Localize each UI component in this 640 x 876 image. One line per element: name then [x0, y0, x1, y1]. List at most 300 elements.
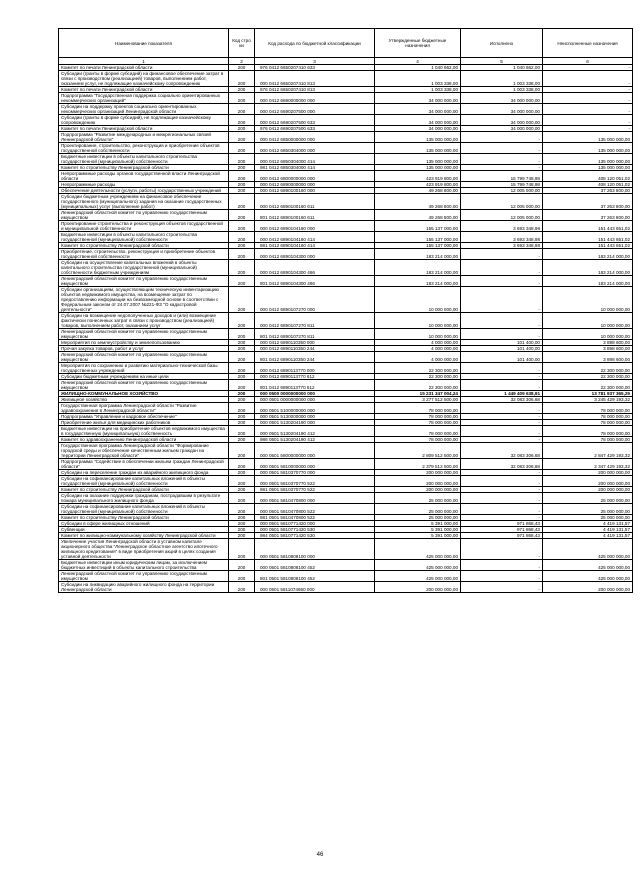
row-budget-code: 000 0412 6890000000 000 — [255, 182, 375, 188]
table-row — [59, 582, 633, 593]
row-indicator-name: Субсидии на поддержку проектов социально ориентированных некоммерческих организаций Ленинградской области — [59, 104, 229, 115]
row-approved-amount: 49 268 800,00 — [375, 194, 461, 210]
row-line-code: 200 — [229, 313, 255, 329]
row-approved-amount: 4 000 000,00 — [375, 346, 461, 352]
row-approved-amount: 78 000 000,00 — [375, 420, 461, 426]
row-executed-amount: 34 000 000,00 — [461, 126, 543, 132]
row-indicator-name: Субсидии на возмещение недополученных доходов и (или) возмещение фактически понесенных затрат в связи с производством (реализацией) товаров, выполнением работ, оказанием услуг — [59, 313, 229, 329]
row-unexecuted-amount: - — [543, 115, 633, 126]
row-executed-amount: 12 005 000,00 — [461, 194, 543, 210]
table-row — [59, 459, 633, 470]
row-executed-amount: - — [461, 132, 543, 143]
table-row — [59, 476, 633, 487]
row-indicator-name: Субсидии (гранты в форме субсидий), не подлежащие казначейскому сопровождению — [59, 115, 229, 126]
row-line-code: 200 — [229, 504, 255, 515]
row-approved-amount: 1 003 338,00 — [375, 87, 461, 93]
row-unexecuted-amount: 200 000 000,00 — [543, 582, 633, 593]
row-budget-code: 801 0412 6890110350 244 — [255, 352, 375, 363]
row-line-code: 200 — [229, 582, 255, 593]
table-row — [59, 352, 633, 363]
row-unexecuted-amount: 25 000 000,00 — [543, 493, 633, 504]
budget-report-sheet — [58, 28, 632, 593]
row-unexecuted-amount: 78 000 000,00 — [543, 437, 633, 443]
row-indicator-name: Субсидии на переселение граждан из аварийного жилищного фонда — [59, 470, 229, 476]
row-line-code: 200 — [229, 403, 255, 414]
row-line-code: 200 — [229, 249, 255, 260]
row-indicator-name: Комитет по здравоохранению Ленинградской области — [59, 437, 229, 443]
row-budget-code: 000 0412 6690207500 000 — [255, 104, 375, 115]
row-unexecuted-amount: 200 000 000,00 — [543, 470, 633, 476]
row-budget-code: 000 0412 6690000000 000 — [255, 93, 375, 104]
row-unexecuted-amount: 25 000 000,00 — [543, 504, 633, 515]
header-line-code: Код стро ки — [229, 29, 255, 58]
row-unexecuted-amount: 425 000 000,00 — [543, 571, 633, 582]
row-approved-amount: 25 000 000,00 — [375, 515, 461, 521]
row-approved-amount: 34 000 000,00 — [375, 104, 461, 115]
row-unexecuted-amount: 37 263 800,00 — [543, 210, 633, 221]
row-executed-amount: - — [461, 249, 543, 260]
row-budget-code: 000 0501 5810771420 530 — [255, 527, 375, 533]
row-executed-amount: - — [461, 329, 543, 340]
row-executed-amount: - — [461, 165, 543, 171]
row-indicator-name: Комитет по печати Ленинградской области — [59, 65, 229, 71]
row-approved-amount: 200 000 000,00 — [375, 582, 461, 593]
row-approved-amount: 15 231 347 004,24 — [375, 391, 461, 397]
row-unexecuted-amount: - — [543, 87, 633, 93]
row-budget-code: 801 0412 6890104300 466 — [255, 276, 375, 287]
row-line-code: 200 — [229, 571, 255, 582]
row-executed-amount: - — [461, 313, 543, 329]
row-executed-amount: 15 799 748,98 — [461, 171, 543, 182]
row-budget-code: 000 0412 6850000000 000 — [255, 132, 375, 143]
row-budget-code: 000 0501 5810370770 522 — [255, 476, 375, 487]
row-budget-code: 000 0501 5810808100 000 — [255, 539, 375, 560]
row-budget-code: 000 0500 0000000000 000 — [255, 391, 375, 397]
row-unexecuted-amount: 78 000 000,00 — [543, 403, 633, 414]
row-indicator-name: Государственная программа Ленинградской области "Формирование городской среды и обеспечение качественным жильем граждан на территории Ленинградской области" — [59, 443, 229, 459]
row-executed-amount: - — [461, 154, 543, 165]
budget-execution-table — [58, 28, 633, 593]
row-budget-code: 000 0412 6890110350 000 — [255, 340, 375, 346]
row-executed-amount: 34 000 000,00 — [461, 104, 543, 115]
row-line-code: 200 — [229, 87, 255, 93]
row-unexecuted-amount: 78 000 000,00 — [543, 420, 633, 426]
row-approved-amount: 135 000 000,00 — [375, 165, 461, 171]
table-row — [59, 210, 633, 221]
row-unexecuted-amount: 22 300 000,00 — [543, 363, 633, 374]
table-row — [59, 154, 633, 165]
row-budget-code: 981 0501 5810370770 522 — [255, 487, 375, 493]
table-row — [59, 260, 633, 276]
row-budget-code: 000 0501 5800000000 000 — [255, 443, 375, 459]
row-approved-amount: 78 000 000,00 — [375, 437, 461, 443]
row-approved-amount: 4 000 000,00 — [375, 340, 461, 346]
row-unexecuted-amount: 3 898 600,00 — [543, 340, 633, 346]
row-line-code: 200 — [229, 437, 255, 443]
table-row — [59, 426, 633, 437]
row-budget-code: 000 0412 6890113770 612 — [255, 374, 375, 380]
row-approved-amount: 183 214 000,00 — [375, 249, 461, 260]
row-budget-code: 000 0501 5130000000 000 — [255, 414, 375, 420]
row-approved-amount: 183 214 000,00 — [375, 276, 461, 287]
row-executed-amount: - — [461, 493, 543, 504]
row-line-code: 200 — [229, 65, 255, 71]
row-budget-code: 981 0412 6850304000 414 — [255, 165, 375, 171]
row-budget-code: 000 0501 5810808100 452 — [255, 560, 375, 571]
row-executed-amount: 101 400,00 — [461, 352, 543, 363]
row-line-code: 200 — [229, 210, 255, 221]
row-line-code: 200 — [229, 232, 255, 243]
table-row — [59, 287, 633, 313]
row-line-code: 200 — [229, 71, 255, 87]
row-unexecuted-amount: - — [543, 71, 633, 87]
row-indicator-name: Подпрограмма "Государственная поддержка социально ориентированных некоммерческих организаций" — [59, 93, 229, 104]
row-unexecuted-amount: 37 263 800,00 — [543, 188, 633, 194]
row-line-code: 200 — [229, 470, 255, 476]
row-approved-amount: 155 137 000,00 — [375, 243, 461, 249]
row-executed-amount: 32 083 306,68 — [461, 443, 543, 459]
row-executed-amount: 32 083 306,68 — [461, 397, 543, 403]
row-executed-amount: 1 449 409 638,91 — [461, 391, 543, 397]
row-line-code: 200 — [229, 154, 255, 165]
row-unexecuted-amount: 10 000 000,00 — [543, 287, 633, 313]
row-unexecuted-amount: 135 000 000,00 — [543, 154, 633, 165]
row-unexecuted-amount: - — [543, 104, 633, 115]
row-unexecuted-amount: 151 443 651,02 — [543, 232, 633, 243]
row-budget-code: 000 0412 6890107270 811 — [255, 313, 375, 329]
row-line-code: 200 — [229, 126, 255, 132]
page-number: 46 — [316, 852, 324, 858]
row-indicator-name: Мероприятия по землеустройству и землепользованию — [59, 340, 229, 346]
row-budget-code: 984 0501 5810771420 530 — [255, 533, 375, 539]
row-approved-amount: 78 000 000,00 — [375, 403, 461, 414]
row-executed-amount: - — [461, 539, 543, 560]
row-unexecuted-amount: 200 000 000,00 — [543, 476, 633, 487]
row-indicator-name: Комитет по строительству Ленинградской области — [59, 165, 229, 171]
row-line-code: 200 — [229, 426, 255, 437]
row-executed-amount: 1 040 662,00 — [461, 65, 543, 71]
row-indicator-name: Субсидии на софинансирование капитальных вложений в объекты государственной (муниципальной) собственности — [59, 476, 229, 487]
row-approved-amount: 78 000 000,00 — [375, 414, 461, 420]
row-line-code: 200 — [229, 533, 255, 539]
row-approved-amount: 423 919 800,00 — [375, 171, 461, 182]
row-executed-amount: - — [461, 374, 543, 380]
row-approved-amount: 5 391 000,00 — [375, 527, 461, 533]
row-approved-amount: 34 000 000,00 — [375, 93, 461, 104]
row-indicator-name: Комитет по строительству Ленинградской области — [59, 243, 229, 249]
row-line-code: 200 — [229, 487, 255, 493]
row-approved-amount: 425 000 000,00 — [375, 571, 461, 582]
row-unexecuted-amount: 2 847 429 193,32 — [543, 443, 633, 459]
row-executed-amount: - — [461, 560, 543, 571]
row-approved-amount: 49 268 800,00 — [375, 210, 461, 221]
row-indicator-name: Ленинградский областной комитет по управлению государственным имуществом — [59, 329, 229, 340]
row-approved-amount: 1 040 662,00 — [375, 65, 461, 71]
table-row — [59, 171, 633, 182]
table-row — [59, 93, 633, 104]
row-budget-code: 000 0501 5810000000 000 — [255, 459, 375, 470]
row-approved-amount: 34 000 000,00 — [375, 126, 461, 132]
column-number: 1 — [59, 58, 229, 65]
row-budget-code: 000 0412 6890110350 244 — [255, 346, 375, 352]
row-indicator-name: Ленинградский областной комитет по управлению государственным имуществом — [59, 571, 229, 582]
row-executed-amount: 12 005 000,00 — [461, 188, 543, 194]
row-approved-amount: 135 000 000,00 — [375, 154, 461, 165]
row-indicator-name: Субсидии на софинансирование капитальных вложений в объекты государственной (муниципальной) собственности — [59, 504, 229, 515]
header-executed: Исполнено — [461, 29, 543, 58]
row-approved-amount: 10 000 000,00 — [375, 287, 461, 313]
row-budget-code: 801 0412 6890113770 612 — [255, 380, 375, 391]
row-budget-code: 801 0412 6890100160 611 — [255, 210, 375, 221]
row-executed-amount: - — [461, 515, 543, 521]
table-row — [59, 249, 633, 260]
row-budget-code: 801 0501 5810808100 452 — [255, 571, 375, 582]
row-indicator-name: Субсидии на оказание поддержки гражданам, пострадавшим в результате пожара муниципального жилищного фонда — [59, 493, 229, 504]
row-line-code: 200 — [229, 115, 255, 126]
table-row — [59, 329, 633, 340]
row-executed-amount: - — [461, 504, 543, 515]
row-unexecuted-amount: 135 000 000,00 — [543, 132, 633, 143]
row-line-code: 200 — [229, 165, 255, 171]
row-executed-amount: 12 005 000,00 — [461, 210, 543, 221]
row-unexecuted-amount: 37 263 800,00 — [543, 194, 633, 210]
row-budget-code: 000 0412 6850304000 414 — [255, 154, 375, 165]
row-approved-amount: 22 300 000,00 — [375, 374, 461, 380]
row-approved-amount: 183 214 000,00 — [375, 260, 461, 276]
row-budget-code: 000 0501 5811074660 000 — [255, 582, 375, 593]
row-unexecuted-amount: 425 000 000,00 — [543, 560, 633, 571]
row-approved-amount: 25 000 000,00 — [375, 504, 461, 515]
table-row — [59, 313, 633, 329]
table-row — [59, 443, 633, 459]
row-approved-amount: 155 137 000,00 — [375, 232, 461, 243]
row-unexecuted-amount: 4 419 131,57 — [543, 521, 633, 527]
row-approved-amount: 423 919 800,00 — [375, 182, 461, 188]
row-indicator-name: Субсидии на ликвидацию аварийного жилищного фонда на территории Ленинградской области — [59, 582, 229, 593]
row-line-code: 200 — [229, 243, 255, 249]
row-executed-amount: - — [461, 420, 543, 426]
row-indicator-name: Субсидии бюджетным учреждениям на иные цели — [59, 374, 229, 380]
row-line-code: 200 — [229, 476, 255, 487]
row-budget-code: 000 0501 5810771420 000 — [255, 521, 375, 527]
row-line-code: 200 — [229, 560, 255, 571]
row-budget-code: 000 0501 5810470800 000 — [255, 493, 375, 504]
row-line-code: 200 — [229, 459, 255, 470]
row-budget-code: 000 0412 6850304000 000 — [255, 143, 375, 154]
row-budget-code: 000 0412 6890104300 466 — [255, 260, 375, 276]
row-unexecuted-amount: 22 300 000,00 — [543, 380, 633, 391]
header-unexecuted-appropriations: Неисполненные назначения — [543, 29, 633, 58]
row-line-code: 200 — [229, 539, 255, 560]
row-executed-amount: 34 000 000,00 — [461, 115, 543, 126]
row-line-code: 200 — [229, 443, 255, 459]
row-indicator-name: Мероприятия по сохранению и развитию материально-технической базы государственных учреждений — [59, 363, 229, 374]
row-budget-code: 981 0412 6890104160 414 — [255, 243, 375, 249]
column-number: 2 — [229, 58, 255, 65]
row-approved-amount: 1 003 338,00 — [375, 71, 461, 87]
row-unexecuted-amount: 183 214 000,00 — [543, 276, 633, 287]
row-executed-amount: - — [461, 582, 543, 593]
table-row — [59, 143, 633, 154]
row-budget-code: 976 0412 6650207410 813 — [255, 87, 375, 93]
row-approved-amount: 22 300 000,00 — [375, 380, 461, 391]
row-approved-amount: 49 268 800,00 — [375, 188, 461, 194]
row-unexecuted-amount: 3 898 600,00 — [543, 352, 633, 363]
row-executed-amount: - — [461, 380, 543, 391]
row-unexecuted-amount: 135 000 000,00 — [543, 165, 633, 171]
row-unexecuted-amount: 13 781 937 365,29 — [543, 391, 633, 397]
row-budget-code: 986 0501 5130204190 412 — [255, 437, 375, 443]
row-indicator-name: Обеспечение деятельности (услуги, работы) государственных учреждений — [59, 188, 229, 194]
row-executed-amount: - — [461, 487, 543, 493]
row-approved-amount: 425 000 000,00 — [375, 539, 461, 560]
row-approved-amount: 25 000 000,00 — [375, 493, 461, 504]
row-budget-code: 000 0412 6690207500 633 — [255, 115, 375, 126]
row-executed-amount: 101 400,00 — [461, 340, 543, 346]
row-line-code: 200 — [229, 104, 255, 115]
row-executed-amount: 971 868,43 — [461, 521, 543, 527]
row-executed-amount: - — [461, 476, 543, 487]
table-row — [59, 194, 633, 210]
row-budget-code: 000 0412 6890104300 000 — [255, 249, 375, 260]
row-approved-amount: 10 000 000,00 — [375, 329, 461, 340]
row-unexecuted-amount: 22 300 000,00 — [543, 374, 633, 380]
row-indicator-name: Прочая закупка товаров, работ и услуг — [59, 346, 229, 352]
row-unexecuted-amount: - — [543, 126, 633, 132]
table-row — [59, 71, 633, 87]
row-approved-amount: 4 000 000,00 — [375, 352, 461, 363]
row-indicator-name: Приобретение жилья для медицинских работников — [59, 420, 229, 426]
row-unexecuted-amount: 2 347 429 193,32 — [543, 459, 633, 470]
row-unexecuted-amount: 151 443 651,02 — [543, 221, 633, 232]
row-executed-amount: 3 693 348,98 — [461, 221, 543, 232]
row-executed-amount: 1 003 338,00 — [461, 87, 543, 93]
row-indicator-name: Комитет по строительству Ленинградской области — [59, 515, 229, 521]
row-budget-code: 976 0412 6650207410 633 — [255, 65, 375, 71]
row-line-code: 200 — [229, 363, 255, 374]
row-line-code: 200 — [229, 287, 255, 313]
table-row — [59, 232, 633, 243]
table-row — [59, 571, 633, 582]
row-line-code: 200 — [229, 414, 255, 420]
row-approved-amount: 200 000 000,00 — [375, 470, 461, 476]
row-indicator-name: Комитет по строительству Ленинградской области — [59, 487, 229, 493]
row-budget-code: 976 0412 6690207500 633 — [255, 126, 375, 132]
row-budget-code: 000 0412 6890104160 414 — [255, 232, 375, 243]
row-indicator-name: Субсидии бюджетным учреждениям на финансовое обеспечение государственного (муниципального) задания на оказание государственных (муниципальных) услуг (выполнение работ) — [59, 194, 229, 210]
row-unexecuted-amount: 425 000 000,00 — [543, 539, 633, 560]
row-executed-amount: - — [461, 571, 543, 582]
table-row — [59, 539, 633, 560]
row-indicator-name: Субвенции — [59, 527, 229, 533]
table-row — [59, 380, 633, 391]
row-unexecuted-amount: 4 419 131,57 — [543, 533, 633, 539]
row-indicator-name: Государственная программа Ленинградской области "Развитие здравоохранения в Ленинградской области" — [59, 403, 229, 414]
row-budget-code: 000 0412 6890104160 000 — [255, 221, 375, 232]
row-executed-amount: 971 868,43 — [461, 533, 543, 539]
column-number-row — [59, 58, 633, 65]
row-approved-amount: 135 000 000,00 — [375, 143, 461, 154]
row-budget-code: 000 0501 5810370770 000 — [255, 470, 375, 476]
table-row — [59, 363, 633, 374]
row-budget-code: 801 0412 6890107270 811 — [255, 329, 375, 340]
row-executed-amount: 1 003 338,00 — [461, 71, 543, 87]
row-line-code: 200 — [229, 171, 255, 182]
row-unexecuted-amount: 25 000 000,00 — [543, 515, 633, 521]
table-row — [59, 493, 633, 504]
row-indicator-name: Подпрограмма "Управление и кадровое обеспечение" — [59, 414, 229, 420]
row-indicator-name: Комитет по жилищно-коммунальному хозяйству Ленинградской области — [59, 533, 229, 539]
row-executed-amount: 971 868,43 — [461, 527, 543, 533]
row-executed-amount: 32 083 306,68 — [461, 459, 543, 470]
row-indicator-name: Приобретение, строительство, реконструкция и приобретение объектов государственной собственности — [59, 249, 229, 260]
row-executed-amount: - — [461, 470, 543, 476]
row-executed-amount: 3 693 348,98 — [461, 243, 543, 249]
table-header-row — [59, 29, 633, 58]
row-unexecuted-amount: 4 419 131,57 — [543, 527, 633, 533]
row-line-code: 200 — [229, 143, 255, 154]
row-executed-amount: - — [461, 426, 543, 437]
row-approved-amount: 200 000 000,00 — [375, 487, 461, 493]
row-line-code: 200 — [229, 493, 255, 504]
table-row — [59, 504, 633, 515]
row-indicator-name: Проектирование, строительство, реконструкция и приобретение объектов государственной собственности — [59, 143, 229, 154]
row-budget-code: 981 0501 5810470800 522 — [255, 515, 375, 521]
row-indicator-name: Ленинградский областной комитет по управлению государственным имуществом — [59, 276, 229, 287]
row-indicator-name: Комитет по печати Ленинградской области — [59, 126, 229, 132]
row-unexecuted-amount: 151 443 651,02 — [543, 243, 633, 249]
row-line-code: 200 — [229, 340, 255, 346]
row-budget-code: 000 0412 6890100160 000 — [255, 188, 375, 194]
row-budget-code: 000 0412 6800000000 000 — [255, 171, 375, 182]
row-unexecuted-amount: 183 214 000,00 — [543, 249, 633, 260]
row-line-code: 200 — [229, 420, 255, 426]
row-indicator-name: Комитет по печати Ленинградской области — [59, 87, 229, 93]
row-executed-amount: 34 000 000,00 — [461, 93, 543, 104]
row-unexecuted-amount: 78 000 000,00 — [543, 414, 633, 420]
row-executed-amount: - — [461, 276, 543, 287]
row-approved-amount: 3 277 512 500,00 — [375, 397, 461, 403]
row-approved-amount: 425 000 000,00 — [375, 560, 461, 571]
row-indicator-name: Субсидии организациям, осуществляющим техническую инвентаризацию объектов недвижимого имущества, на возмещение затрат по предоставлению информации на безвозмездной основе в соответствии с Федеральным законом от 24.07.2007 №221-ФЗ "О кадастровой деятельности" — [59, 287, 229, 313]
row-executed-amount: - — [461, 143, 543, 154]
row-line-code: 200 — [229, 346, 255, 352]
row-budget-code: 000 0412 6650207410 813 — [255, 71, 375, 87]
row-indicator-name: Подпрограмма "Развитие международных и межрегиональных связей Ленинградской области" — [59, 132, 229, 143]
row-indicator-name: ЖИЛИЩНО-КОММУНАЛЬНОЕ ХОЗЯЙСТВО — [59, 391, 229, 397]
row-approved-amount: 200 000 000,00 — [375, 476, 461, 487]
table-row — [59, 115, 633, 126]
table-body — [59, 65, 633, 593]
table-row — [59, 104, 633, 115]
row-executed-amount: - — [461, 414, 543, 420]
row-unexecuted-amount: 408 120 051,02 — [543, 171, 633, 182]
row-line-code: 200 — [229, 188, 255, 194]
row-unexecuted-amount: 3 245 429 193,32 — [543, 397, 633, 403]
row-budget-code: 000 0501 5100000000 000 — [255, 403, 375, 414]
row-executed-amount: - — [461, 287, 543, 313]
row-approved-amount: 34 000 000,00 — [375, 115, 461, 126]
table-row — [59, 132, 633, 143]
row-executed-amount: - — [461, 363, 543, 374]
row-approved-amount: 135 000 000,00 — [375, 132, 461, 143]
row-budget-code: 000 0501 5810470800 522 — [255, 504, 375, 515]
row-unexecuted-amount: 135 000 000,00 — [543, 143, 633, 154]
row-indicator-name: Подпрограмма "Содействие в обеспечении жильем граждан Ленинградской области" — [59, 459, 229, 470]
row-line-code: 200 — [229, 391, 255, 397]
column-number: 4 — [375, 58, 461, 65]
table-row — [59, 560, 633, 571]
